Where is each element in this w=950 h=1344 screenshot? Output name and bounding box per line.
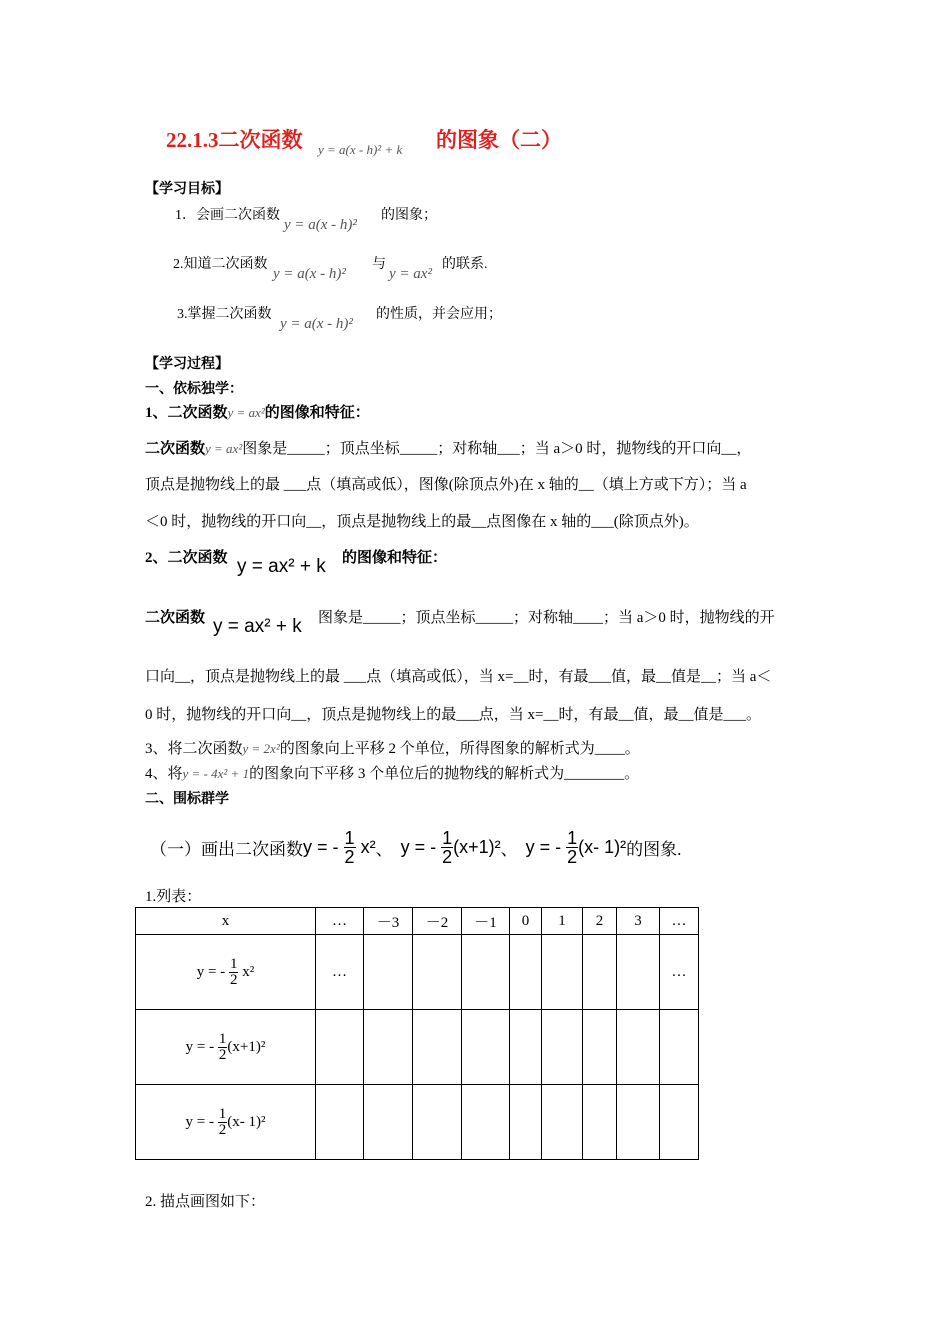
table-cell[interactable] [617, 1085, 660, 1160]
q2-line1-formula: y = ax² + k [213, 616, 302, 637]
table-cell[interactable] [462, 935, 510, 1010]
q1-line1: 二次函数y = ax²图象是_____；顶点坐标_____；对称轴___；当 a＞0 时，抛物线的开口向__， [145, 441, 752, 457]
table-cell[interactable] [583, 935, 617, 1010]
formula-f2: y = - $\frac{1}{2}$ (x+1)² [400, 827, 501, 867]
goal-2-mid: 与 [372, 257, 386, 272]
draw-instruction: （一）画出二次函数 y = - $\frac{1}{2}$ x² 、 y = - $\frac{1}{2}$ (x+1)² 、 y = - $\frac{1}{2}$ (x- 1)² 的图象. [150, 827, 682, 867]
table-cell[interactable] [542, 1010, 583, 1085]
q4: 4、将y = - 4x² + 1的图象向下平移 3 个单位后的抛物线的解析式为________。 [145, 766, 640, 782]
goal-1-formula: y = a(x - h)² [284, 217, 357, 233]
goal-1-tail: 的图象； [381, 208, 437, 223]
goal-2-text: 2.知道二次函数 [173, 257, 268, 272]
table-cell[interactable] [583, 1010, 617, 1085]
q2-title-formula: y = ax² + k [237, 556, 326, 577]
part2-heading: 二、围标群学 [145, 792, 229, 807]
table-header: … [316, 908, 364, 935]
row-formula-f1: y = - $\frac{1}{2}$ x² [136, 935, 316, 1010]
table-cell[interactable] [510, 1085, 542, 1160]
table-cell: … [316, 935, 364, 1010]
table-cell[interactable] [542, 1085, 583, 1160]
table-cell[interactable] [617, 1010, 660, 1085]
part1-heading: 一、依标独学： [145, 382, 243, 397]
table-row [136, 1085, 699, 1160]
q2-line1-text: 图象是_____；顶点坐标_____；对称轴____；当 a＞0 时，抛物线的开 [318, 610, 775, 626]
title-suffix: 的图象（二） [436, 128, 562, 152]
table-cell[interactable] [542, 935, 583, 1010]
q2-line3: 0 时，抛物线的开口向__，顶点是抛物线上的最___点，当 x=__时，有最__值，最__值是___。 [145, 707, 761, 723]
q2-line1-label: 二次函数 [145, 610, 206, 626]
q1-line2: 顶点是抛物线上的最 ___点（填高或低），图像(除顶点外)在 x 轴的__（填上方或下方）；当 a [145, 477, 747, 493]
row-formula-f2: y = - $\frac{1}{2}$ (x+1)² [136, 1010, 316, 1085]
goal-3-text: 3.掌握二次函数 [177, 307, 272, 322]
goal-2-formula: y = a(x - h)² [273, 266, 346, 282]
table-cell[interactable] [660, 1085, 699, 1160]
table-row [136, 1010, 699, 1085]
table-header: －2 [413, 908, 462, 935]
table-header-x: x [136, 908, 316, 935]
table-cell[interactable] [316, 1085, 364, 1160]
q3: 3、将二次函数y = 2x²的图象向上平移 2 个单位，所得图象的解析式为____。 [145, 741, 640, 757]
table-cell[interactable] [462, 1010, 510, 1085]
goal-1-text: 1．会画二次函数 [175, 208, 280, 223]
title-prefix: 22.1.3二次函数 [166, 128, 303, 152]
table-header: 1 [542, 908, 583, 935]
plot-label: 2. 描点画图如下： [145, 1194, 266, 1210]
goal-3-tail: 的性质，并会应用； [376, 307, 502, 322]
table-header: －3 [364, 908, 413, 935]
q1-title: 1、二次函数y = ax²的图像和特征： [145, 405, 370, 421]
table-header: －1 [462, 908, 510, 935]
goal-2-tail: 的联系. [442, 257, 488, 272]
q2-title-tail: 的图像和特征： [342, 550, 448, 566]
q2-line2: 口向__，顶点是抛物线上的最 ___点（填高或低），当 x=__时，有最___值，最__值是__；当 a＜ [145, 669, 772, 685]
table-cell[interactable] [413, 1010, 462, 1085]
table-header: 2 [583, 908, 617, 935]
q1-line3: ＜0 时，抛物线的开口向__，顶点是抛物线上的最__点图像在 x 轴的___(除顶点外)。 [145, 514, 699, 530]
page-title [166, 124, 303, 154]
formula-f1: y = - $\frac{1}{2}$ x² [303, 827, 376, 867]
table-cell[interactable] [510, 1010, 542, 1085]
table-header: 0 [510, 908, 542, 935]
table-row [136, 935, 699, 1010]
table-cell[interactable] [364, 1010, 413, 1085]
table-cell[interactable] [617, 935, 660, 1010]
table-cell[interactable] [462, 1085, 510, 1160]
table-cell[interactable] [413, 1085, 462, 1160]
table-header: 3 [617, 908, 660, 935]
table-cell[interactable] [316, 1010, 364, 1085]
table-cell[interactable] [660, 1010, 699, 1085]
goals-heading: 【学习目标】 [145, 182, 229, 197]
table-cell: … [660, 935, 699, 1010]
formula-f3: y = - $\frac{1}{2}$ (x- 1)² [525, 827, 627, 867]
q2-title: 2、二次函数 [145, 550, 228, 566]
table-cell[interactable] [510, 935, 542, 1010]
table-cell[interactable] [413, 935, 462, 1010]
table-cell[interactable] [583, 1085, 617, 1160]
title-formula: y = a(x - h)² + k [318, 142, 403, 157]
table-header: … [660, 908, 699, 935]
list-label: 1.列表： [145, 889, 202, 905]
process-heading: 【学习过程】 [145, 357, 229, 372]
goal-2-formula2: y = ax² [389, 266, 432, 282]
row-formula-f3: y = - $\frac{1}{2}$ (x- 1)² [136, 1085, 316, 1160]
table-cell[interactable] [364, 1085, 413, 1160]
table-cell[interactable] [364, 935, 413, 1010]
goal-3-formula: y = a(x - h)² [280, 316, 353, 332]
value-table [135, 907, 699, 1160]
